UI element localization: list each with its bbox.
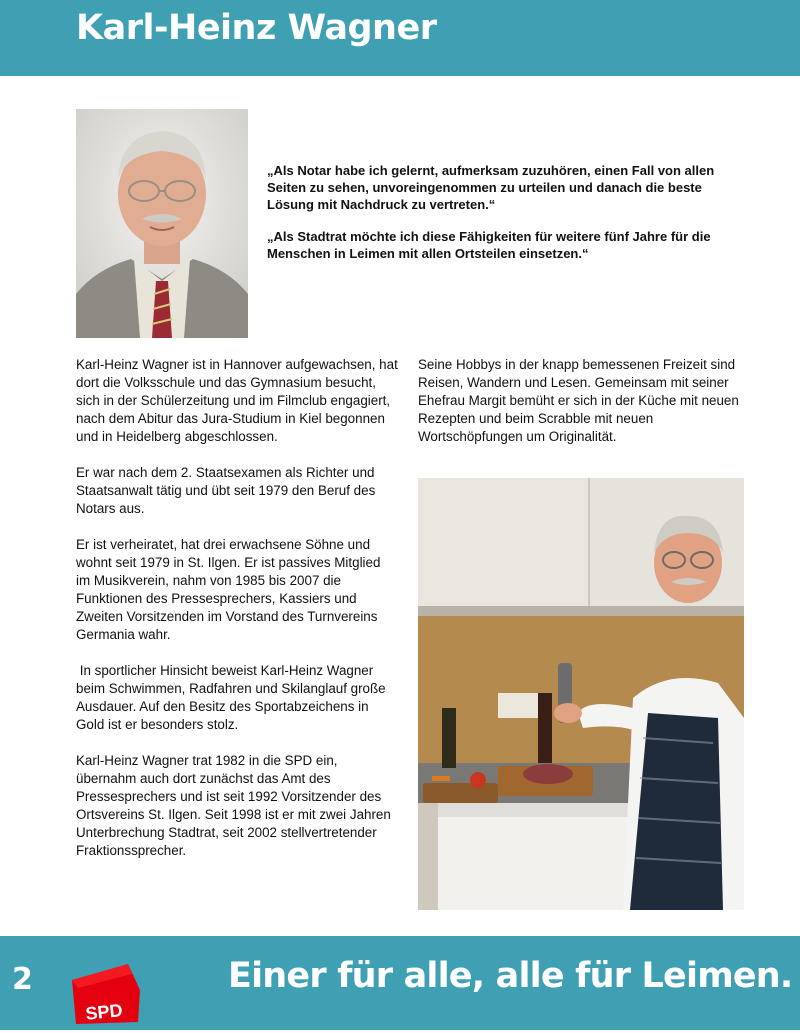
quotes-block — [267, 162, 747, 277]
paragraph-hobbies: Seine Hobbys in der knapp bemessenen Freizeit sind Reisen, Wandern und Lesen. Gemeinsam mit seiner Ehefrau Margit bemüht er sich in der Küche mit neuen Rezepten und beim Scrabble mit neuen Wortschöpfungen um Originalität. — [418, 357, 739, 444]
quote-stadtrat: „Als Stadtrat möchte ich diese Fähigkeiten für weitere fünf Jahre für die Menschen in Leimen mit allen Ortsteilen einsetzen.“ — [267, 229, 711, 261]
body-column-left — [76, 356, 398, 878]
kitchen-photo — [418, 478, 744, 910]
spd-logo-icon — [68, 960, 144, 1028]
page-title: Karl-Heinz Wagner — [76, 8, 437, 48]
page-number: 2 — [12, 962, 33, 997]
portrait-image — [76, 109, 248, 338]
paragraph-spd: Karl-Heinz Wagner trat 1982 in die SPD ein, übernahm auch dort zunächst das Amt des Pressesprechers und ist seit 1992 Vorsitzender des Ortsvereins St. Ilgen. Seit 1998 ist er mit zwei Jahren Unterbrechung Stadtrat, seit 2002 stellvertretender Fraktionssprecher. — [76, 753, 391, 858]
portrait-photo — [76, 109, 248, 338]
spd-logo-text: SPD — [84, 1000, 124, 1024]
page-header — [0, 0, 800, 76]
paragraph-sports: In sportlicher Hinsicht beweist Karl-Heinz Wagner beim Schwimmen, Radfahren und Skilanglauf große Ausdauer. Auf den Besitz des Sportabzeichens in Gold ist er besonders stolz. — [76, 663, 389, 732]
body-column-right — [418, 356, 748, 464]
kitchen-image — [418, 478, 744, 910]
footer-slogan: Einer für alle, alle für Leimen. — [228, 956, 793, 996]
spd-logo — [68, 960, 144, 1028]
paragraph-biography: Karl-Heinz Wagner ist in Hannover aufgewachsen, hat dort die Volksschule und das Gymnasium besucht, sich in der Schülerzeitung und im Filmclub engagiert, nach dem Abitur das Jura-Studium in Kiel begonnen und in Heidelberg abgeschlossen. — [76, 357, 398, 444]
quote-notar: „Als Notar habe ich gelernt, aufmerksam zuzuhören, einen Fall von allen Seiten zu sehen, unvoreingenommen zu urteilen und danach die beste Lösung mit Nachdruck zu vertreten.“ — [267, 163, 715, 212]
paragraph-career: Er war nach dem 2. Staatsexamen als Richter und Staatsanwalt tätig und übt seit 1979 den Beruf des Notars aus. — [76, 465, 376, 516]
paragraph-family: Er ist verheiratet, hat drei erwachsene Söhne und wohnt seit 1979 in St. Ilgen. Er ist passives Mitglied im Musikverein, nahm von 1985 bis 2007 die Funktionen des Pressesprechers, Kassiers und Zweiten Vorsitzenden im Vorstand des Turnvereins Germania wahr. — [76, 537, 381, 642]
